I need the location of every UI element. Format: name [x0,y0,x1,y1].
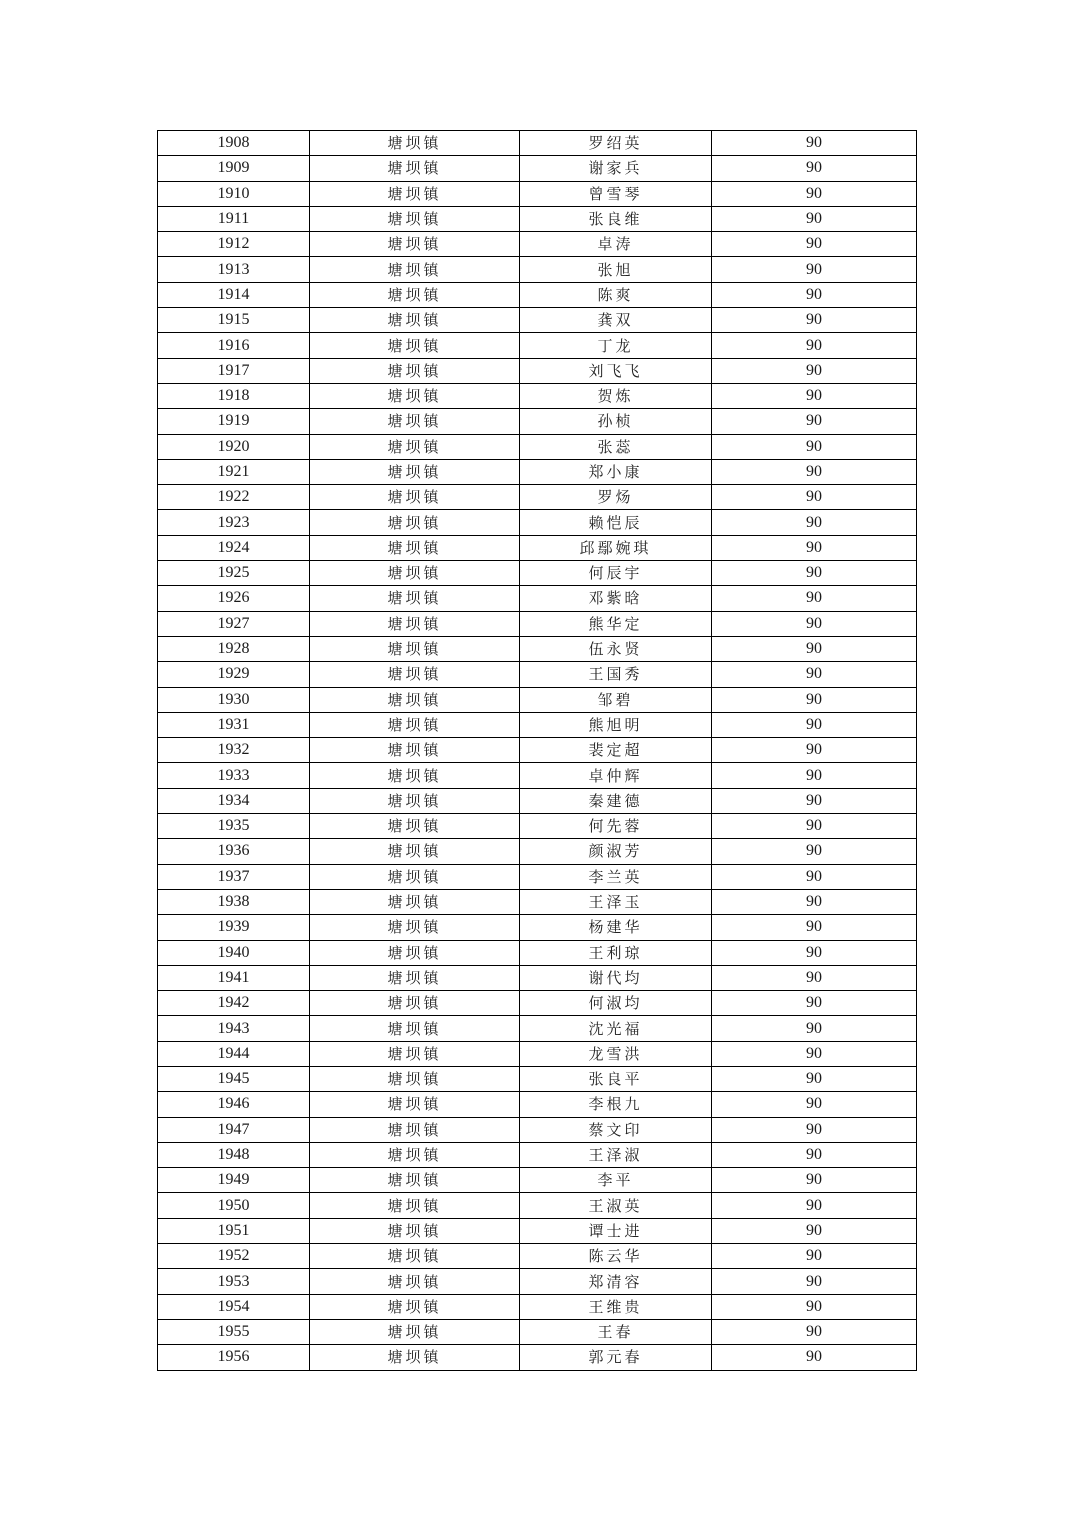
town-cell: 塘坝镇 [310,131,520,156]
town-cell: 塘坝镇 [310,1168,520,1193]
town-cell: 塘坝镇 [310,1218,520,1243]
person-name-cell: 王利琼 [520,940,712,965]
score-cell: 90 [712,535,917,560]
town-cell: 塘坝镇 [310,282,520,307]
town-cell: 塘坝镇 [310,991,520,1016]
record-number-cell: 1941 [158,965,310,990]
town-cell: 塘坝镇 [310,636,520,661]
person-name-cell: 颜淑芳 [520,839,712,864]
record-number-cell: 1921 [158,459,310,484]
record-number-cell: 1956 [158,1345,310,1370]
table-row [158,738,917,763]
table-row [158,839,917,864]
table-row [158,383,917,408]
table-row [158,864,917,889]
town-cell: 塘坝镇 [310,358,520,383]
town-cell: 塘坝镇 [310,712,520,737]
table-row [158,257,917,282]
town-cell: 塘坝镇 [310,1066,520,1091]
town-cell: 塘坝镇 [310,1244,520,1269]
town-cell: 塘坝镇 [310,535,520,560]
person-name-cell: 曾雪琴 [520,181,712,206]
person-name-cell: 郑小康 [520,459,712,484]
record-number-cell: 1954 [158,1294,310,1319]
person-name-cell: 王泽玉 [520,889,712,914]
record-number-cell: 1953 [158,1269,310,1294]
table-row [158,535,917,560]
score-cell: 90 [712,282,917,307]
person-name-cell: 龙雪洪 [520,1041,712,1066]
town-cell: 塘坝镇 [310,839,520,864]
record-number-cell: 1919 [158,409,310,434]
town-cell: 塘坝镇 [310,662,520,687]
table-row [158,1016,917,1041]
person-name-cell: 王春 [520,1319,712,1344]
score-cell: 90 [712,308,917,333]
town-cell: 塘坝镇 [310,510,520,535]
table-row [158,1142,917,1167]
record-number-cell: 1924 [158,535,310,560]
record-number-cell: 1938 [158,889,310,914]
town-cell: 塘坝镇 [310,1269,520,1294]
table-row [158,485,917,510]
person-name-cell: 龚双 [520,308,712,333]
town-cell: 塘坝镇 [310,1193,520,1218]
score-cell: 90 [712,1269,917,1294]
table-row [158,510,917,535]
table-row [158,131,917,156]
record-number-cell: 1928 [158,636,310,661]
town-cell: 塘坝镇 [310,1041,520,1066]
record-number-cell: 1932 [158,738,310,763]
table-row [158,687,917,712]
town-cell: 塘坝镇 [310,1117,520,1142]
record-number-cell: 1911 [158,206,310,231]
score-cell: 90 [712,1294,917,1319]
person-name-cell: 杨建华 [520,915,712,940]
person-name-cell: 王淑英 [520,1193,712,1218]
person-name-cell: 卓仲辉 [520,763,712,788]
table-row [158,561,917,586]
table-row [158,712,917,737]
record-number-cell: 1920 [158,434,310,459]
record-number-cell: 1944 [158,1041,310,1066]
record-number-cell: 1950 [158,1193,310,1218]
town-cell: 塘坝镇 [310,434,520,459]
town-cell: 塘坝镇 [310,687,520,712]
record-number-cell: 1933 [158,763,310,788]
score-cell: 90 [712,1218,917,1243]
table-row [158,181,917,206]
score-cell: 90 [712,1016,917,1041]
record-number-cell: 1912 [158,232,310,257]
person-name-cell: 李根九 [520,1092,712,1117]
person-name-cell: 熊旭明 [520,712,712,737]
record-number-cell: 1914 [158,282,310,307]
score-cell: 90 [712,333,917,358]
person-name-cell: 张旭 [520,257,712,282]
town-cell: 塘坝镇 [310,1319,520,1344]
score-cell: 90 [712,965,917,990]
table-row [158,1269,917,1294]
record-number-cell: 1936 [158,839,310,864]
score-cell: 90 [712,232,917,257]
table-row [158,1193,917,1218]
town-cell: 塘坝镇 [310,206,520,231]
table-row [158,459,917,484]
person-name-cell: 邱鄢婉琪 [520,535,712,560]
score-cell: 90 [712,257,917,282]
record-number-cell: 1926 [158,586,310,611]
person-name-cell: 张良维 [520,206,712,231]
record-number-cell: 1916 [158,333,310,358]
record-number-cell: 1955 [158,1319,310,1344]
score-cell: 90 [712,712,917,737]
town-cell: 塘坝镇 [310,232,520,257]
table-row [158,763,917,788]
town-cell: 塘坝镇 [310,1092,520,1117]
town-cell: 塘坝镇 [310,409,520,434]
town-cell: 塘坝镇 [310,308,520,333]
table-row [158,333,917,358]
score-cell: 90 [712,738,917,763]
table-row [158,1345,917,1370]
record-number-cell: 1939 [158,915,310,940]
town-cell: 塘坝镇 [310,611,520,636]
person-name-cell: 赖恺辰 [520,510,712,535]
score-cell: 90 [712,889,917,914]
score-cell: 90 [712,1319,917,1344]
record-number-cell: 1931 [158,712,310,737]
table-row [158,1117,917,1142]
person-name-cell: 张蕊 [520,434,712,459]
record-number-cell: 1910 [158,181,310,206]
score-cell: 90 [712,1193,917,1218]
table-row [158,1168,917,1193]
person-name-cell: 何辰宇 [520,561,712,586]
score-cell: 90 [712,1066,917,1091]
table-row [158,965,917,990]
score-cell: 90 [712,763,917,788]
record-number-cell: 1952 [158,1244,310,1269]
table-row [158,1218,917,1243]
town-cell: 塘坝镇 [310,1345,520,1370]
score-cell: 90 [712,181,917,206]
record-number-cell: 1913 [158,257,310,282]
person-name-cell: 邹碧 [520,687,712,712]
person-name-cell: 蔡文印 [520,1117,712,1142]
record-number-cell: 1930 [158,687,310,712]
score-cell: 90 [712,358,917,383]
person-name-cell: 邓紫晗 [520,586,712,611]
town-cell: 塘坝镇 [310,814,520,839]
record-number-cell: 1922 [158,485,310,510]
person-name-cell: 罗炀 [520,485,712,510]
record-number-cell: 1934 [158,788,310,813]
town-cell: 塘坝镇 [310,459,520,484]
person-name-cell: 郑清容 [520,1269,712,1294]
score-cell: 90 [712,383,917,408]
score-cell: 90 [712,788,917,813]
score-cell: 90 [712,434,917,459]
table-row [158,308,917,333]
town-cell: 塘坝镇 [310,156,520,181]
person-name-cell: 张良平 [520,1066,712,1091]
table-row [158,1092,917,1117]
records-table-body [158,131,917,1371]
table-row [158,206,917,231]
record-number-cell: 1929 [158,662,310,687]
person-name-cell: 罗绍英 [520,131,712,156]
person-name-cell: 孙桢 [520,409,712,434]
table-row [158,358,917,383]
record-number-cell: 1927 [158,611,310,636]
record-number-cell: 1948 [158,1142,310,1167]
person-name-cell: 谢家兵 [520,156,712,181]
score-cell: 90 [712,131,917,156]
table-row [158,434,917,459]
table-row [158,940,917,965]
table-row [158,282,917,307]
person-name-cell: 王泽淑 [520,1142,712,1167]
town-cell: 塘坝镇 [310,586,520,611]
person-name-cell: 熊华定 [520,611,712,636]
person-name-cell: 秦建德 [520,788,712,813]
town-cell: 塘坝镇 [310,788,520,813]
person-name-cell: 李平 [520,1168,712,1193]
record-number-cell: 1945 [158,1066,310,1091]
score-cell: 90 [712,687,917,712]
person-name-cell: 刘飞飞 [520,358,712,383]
town-cell: 塘坝镇 [310,181,520,206]
table-row [158,788,917,813]
person-name-cell: 陈云华 [520,1244,712,1269]
person-name-cell: 裴定超 [520,738,712,763]
table-row [158,1244,917,1269]
score-cell: 90 [712,1092,917,1117]
score-cell: 90 [712,662,917,687]
score-cell: 90 [712,156,917,181]
record-number-cell: 1917 [158,358,310,383]
table-row [158,586,917,611]
person-name-cell: 谢代均 [520,965,712,990]
person-name-cell: 王国秀 [520,662,712,687]
record-number-cell: 1947 [158,1117,310,1142]
person-name-cell: 伍永贤 [520,636,712,661]
record-number-cell: 1915 [158,308,310,333]
record-number-cell: 1951 [158,1218,310,1243]
town-cell: 塘坝镇 [310,864,520,889]
record-number-cell: 1918 [158,383,310,408]
score-cell: 90 [712,611,917,636]
town-cell: 塘坝镇 [310,561,520,586]
score-cell: 90 [712,510,917,535]
table-row [158,1294,917,1319]
person-name-cell: 王维贵 [520,1294,712,1319]
records-table [157,130,917,1371]
town-cell: 塘坝镇 [310,1294,520,1319]
person-name-cell: 何淑均 [520,991,712,1016]
town-cell: 塘坝镇 [310,1016,520,1041]
score-cell: 90 [712,1117,917,1142]
table-row [158,611,917,636]
town-cell: 塘坝镇 [310,333,520,358]
record-number-cell: 1925 [158,561,310,586]
person-name-cell: 丁龙 [520,333,712,358]
score-cell: 90 [712,940,917,965]
table-row [158,662,917,687]
town-cell: 塘坝镇 [310,965,520,990]
town-cell: 塘坝镇 [310,940,520,965]
record-number-cell: 1949 [158,1168,310,1193]
table-row [158,1041,917,1066]
town-cell: 塘坝镇 [310,915,520,940]
score-cell: 90 [712,409,917,434]
score-cell: 90 [712,814,917,839]
score-cell: 90 [712,1041,917,1066]
table-row [158,915,917,940]
table-row [158,409,917,434]
score-cell: 90 [712,915,917,940]
score-cell: 90 [712,636,917,661]
score-cell: 90 [712,1142,917,1167]
town-cell: 塘坝镇 [310,257,520,282]
table-row [158,889,917,914]
person-name-cell: 贺炼 [520,383,712,408]
score-cell: 90 [712,586,917,611]
score-cell: 90 [712,561,917,586]
table-row [158,232,917,257]
record-number-cell: 1943 [158,1016,310,1041]
score-cell: 90 [712,485,917,510]
town-cell: 塘坝镇 [310,889,520,914]
table-row [158,991,917,1016]
record-number-cell: 1908 [158,131,310,156]
score-cell: 90 [712,206,917,231]
record-number-cell: 1940 [158,940,310,965]
record-number-cell: 1946 [158,1092,310,1117]
person-name-cell: 卓涛 [520,232,712,257]
person-name-cell: 李兰英 [520,864,712,889]
table-row [158,636,917,661]
record-number-cell: 1937 [158,864,310,889]
score-cell: 90 [712,1244,917,1269]
table-row [158,1319,917,1344]
table-row [158,1066,917,1091]
person-name-cell: 郭元春 [520,1345,712,1370]
town-cell: 塘坝镇 [310,1142,520,1167]
score-cell: 90 [712,864,917,889]
score-cell: 90 [712,1168,917,1193]
town-cell: 塘坝镇 [310,738,520,763]
score-cell: 90 [712,991,917,1016]
table-row [158,156,917,181]
score-cell: 90 [712,839,917,864]
town-cell: 塘坝镇 [310,383,520,408]
town-cell: 塘坝镇 [310,485,520,510]
record-number-cell: 1942 [158,991,310,1016]
record-number-cell: 1909 [158,156,310,181]
person-name-cell: 沈光福 [520,1016,712,1041]
person-name-cell: 谭士进 [520,1218,712,1243]
record-number-cell: 1923 [158,510,310,535]
record-number-cell: 1935 [158,814,310,839]
person-name-cell: 何先蓉 [520,814,712,839]
table-row [158,814,917,839]
person-name-cell: 陈爽 [520,282,712,307]
score-cell: 90 [712,1345,917,1370]
score-cell: 90 [712,459,917,484]
town-cell: 塘坝镇 [310,763,520,788]
